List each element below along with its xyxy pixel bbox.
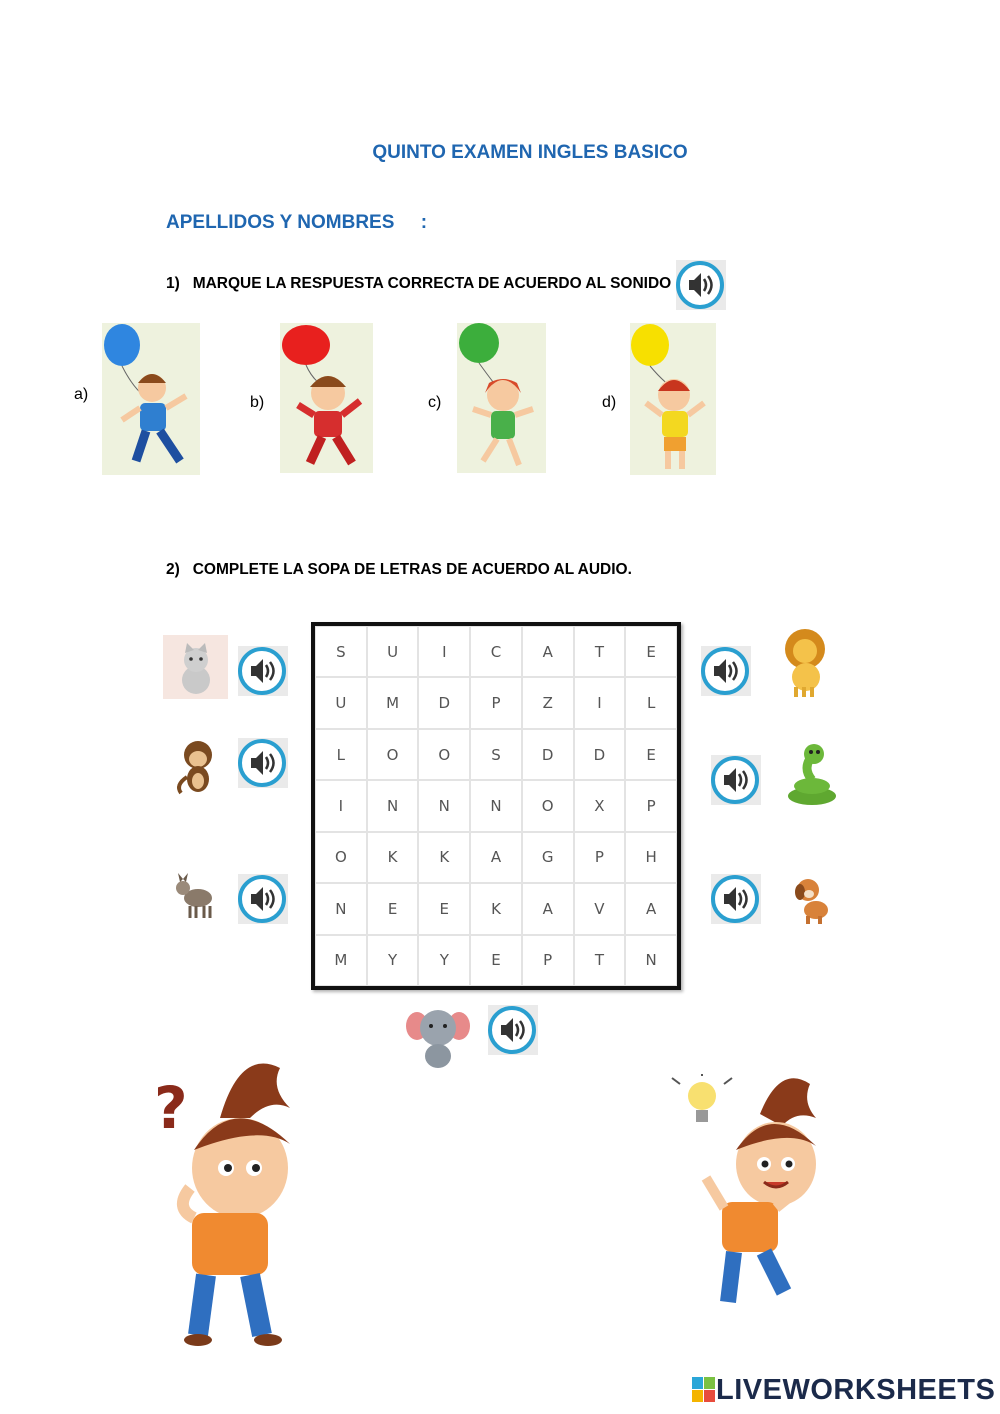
speaker-icon[interactable] — [488, 1005, 538, 1055]
liveworksheets-logo — [692, 1374, 995, 1406]
grid-cell[interactable]: I — [315, 780, 367, 831]
grid-cell[interactable]: N — [418, 780, 470, 831]
idea-boy-image — [670, 1074, 830, 1314]
speaker-icon[interactable] — [676, 260, 726, 310]
grid-cell[interactable]: E — [367, 883, 419, 934]
grid-cell[interactable]: L — [625, 677, 677, 728]
grid-cell[interactable]: U — [315, 677, 367, 728]
option-b-label: b) — [250, 394, 265, 411]
grid-cell[interactable]: X — [574, 780, 626, 831]
speaker-icon[interactable] — [238, 874, 288, 924]
girl-yellow-balloon-image[interactable] — [630, 323, 716, 475]
question-1-text: 1) MARQUE LA RESPUESTA CORRECTA DE ACUERDO AL SONIDO — [166, 275, 672, 292]
grid-cell[interactable]: M — [367, 677, 419, 728]
grid-cell[interactable]: N — [625, 935, 677, 986]
grid-cell[interactable]: P — [625, 780, 677, 831]
donkey-icon — [172, 872, 218, 920]
boy-blue-balloon-image[interactable] — [102, 323, 200, 475]
snake-icon — [784, 740, 840, 808]
grid-cell[interactable]: E — [418, 883, 470, 934]
grid-cell[interactable]: D — [418, 677, 470, 728]
boy-red-balloon-image[interactable] — [280, 323, 373, 473]
speaker-icon[interactable] — [711, 874, 761, 924]
svg-text:?: ? — [154, 1074, 188, 1142]
grid-cell[interactable]: K — [470, 883, 522, 934]
grid-cell[interactable]: E — [470, 935, 522, 986]
grid-cell[interactable]: A — [470, 832, 522, 883]
logo-text: LIVEWORKSHEETS — [716, 1373, 996, 1406]
grid-cell[interactable]: G — [522, 832, 574, 883]
option-d-label: d) — [602, 394, 617, 411]
grid-cell[interactable]: E — [625, 626, 677, 677]
thinking-boy-image — [150, 1058, 310, 1350]
grid-cell[interactable]: N — [470, 780, 522, 831]
names-label: APELLIDOS Y NOMBRES : — [166, 212, 428, 233]
option-c-label: c) — [428, 394, 442, 411]
grid-cell[interactable]: T — [574, 935, 626, 986]
grid-cell[interactable]: C — [470, 626, 522, 677]
grid-cell[interactable]: M — [315, 935, 367, 986]
speaker-icon[interactable] — [711, 755, 761, 805]
elephant-icon — [405, 1004, 471, 1072]
grid-cell[interactable]: P — [522, 935, 574, 986]
grid-cell[interactable]: K — [367, 832, 419, 883]
grid-cell[interactable]: S — [470, 729, 522, 780]
option-a-label: a) — [74, 386, 89, 403]
grid-cell[interactable]: I — [574, 677, 626, 728]
question-2-text: 2) COMPLETE LA SOPA DE LETRAS DE ACUERDO AL AUDIO. — [166, 561, 632, 578]
speaker-icon[interactable] — [701, 646, 751, 696]
grid-cell[interactable]: E — [625, 729, 677, 780]
girl-green-balloon-image[interactable] — [457, 323, 546, 473]
dog-icon — [790, 874, 834, 924]
grid-cell[interactable]: P — [574, 832, 626, 883]
cat-icon — [163, 635, 228, 699]
grid-cell[interactable]: A — [625, 883, 677, 934]
grid-cell[interactable]: K — [418, 832, 470, 883]
grid-cell[interactable]: O — [522, 780, 574, 831]
grid-cell[interactable]: D — [574, 729, 626, 780]
grid-cell[interactable]: O — [367, 729, 419, 780]
grid-cell[interactable]: V — [574, 883, 626, 934]
grid-cell[interactable]: A — [522, 883, 574, 934]
grid-cell[interactable]: N — [315, 883, 367, 934]
speaker-icon[interactable] — [238, 646, 288, 696]
lion-icon — [778, 627, 833, 699]
page-title: QUINTO EXAMEN INGLES BASICO — [372, 142, 688, 163]
speaker-icon[interactable] — [238, 738, 288, 788]
grid-cell[interactable]: I — [418, 626, 470, 677]
monkey-icon — [172, 737, 224, 797]
grid-cell[interactable]: O — [315, 832, 367, 883]
grid-cell[interactable]: N — [367, 780, 419, 831]
grid-cell[interactable]: Y — [367, 935, 419, 986]
grid-cell[interactable]: O — [418, 729, 470, 780]
grid-cell[interactable]: Y — [418, 935, 470, 986]
grid-cell[interactable]: D — [522, 729, 574, 780]
grid-cell[interactable]: P — [470, 677, 522, 728]
grid-cell[interactable]: Z — [522, 677, 574, 728]
word-search-grid[interactable] — [311, 622, 681, 990]
grid-cell[interactable]: U — [367, 626, 419, 677]
grid-cell[interactable]: A — [522, 626, 574, 677]
grid-cell[interactable]: H — [625, 832, 677, 883]
logo-blocks-icon — [692, 1377, 716, 1403]
grid-cell[interactable]: L — [315, 729, 367, 780]
grid-cell[interactable]: T — [574, 626, 626, 677]
grid-cell[interactable]: S — [315, 626, 367, 677]
